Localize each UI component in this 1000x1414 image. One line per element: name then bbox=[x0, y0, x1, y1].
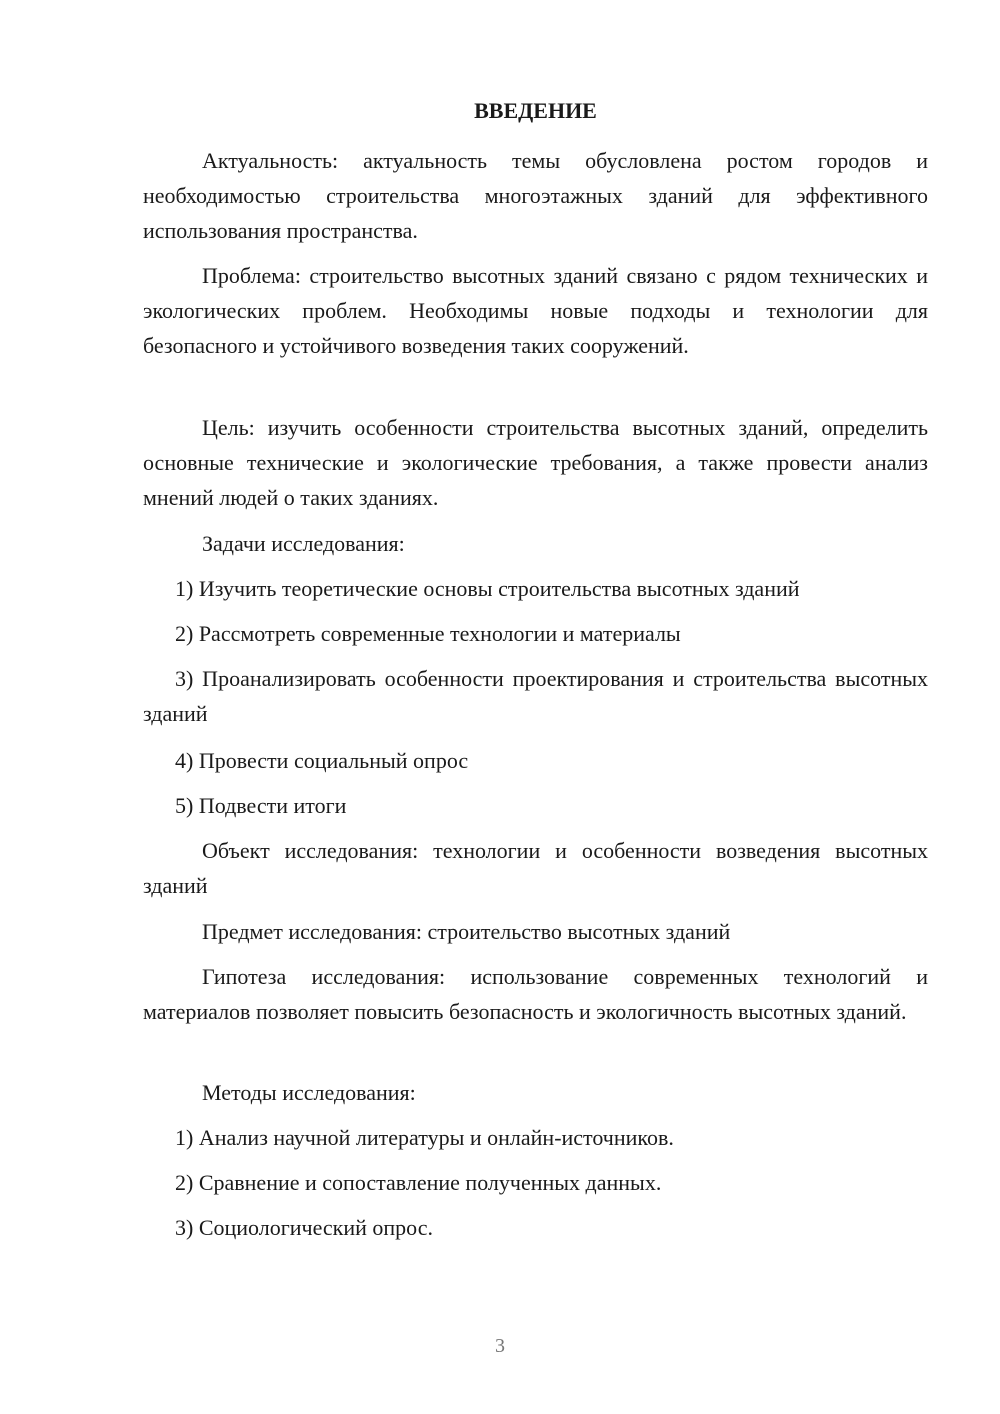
problem-paragraph: Проблема: строительство высотных зданий связано с рядом технических и экологических проблем. Необходимы новые подходы и технологии для безопасного и устойчивого возведения таких сооружений. bbox=[143, 263, 928, 358]
object-paragraph: Объект исследования: технологии и особенности возведения высотных зданий bbox=[143, 838, 928, 898]
task-item-2: 2) Рассмотреть современные технологии и материалы bbox=[175, 621, 681, 646]
task-item-1: 1) Изучить теоретические основы строительства высотных зданий bbox=[175, 576, 800, 601]
task-item-3: 3) Проанализировать особенности проектирования и строительства высотных зданий bbox=[143, 666, 928, 726]
page-number: 3 bbox=[495, 1335, 505, 1357]
methods-title: Методы исследования: bbox=[202, 1080, 416, 1105]
hypothesis-paragraph: Гипотеза исследования: использование современных технологий и материалов позволяет повысить безопасность и экологичность высотных зданий. bbox=[143, 964, 928, 1024]
goal-paragraph: Цель: изучить особенности строительства высотных зданий, определить основные технические и экологические требования, а также провести анализ мнений людей о таких зданиях. bbox=[143, 415, 928, 510]
method-item-1: 1) Анализ научной литературы и онлайн-источников. bbox=[175, 1125, 674, 1150]
page-heading: ВВЕДЕНИЕ bbox=[474, 98, 597, 123]
task-item-5: 5) Подвести итоги bbox=[175, 793, 347, 818]
method-item-2: 2) Сравнение и сопоставление полученных данных. bbox=[175, 1170, 662, 1195]
subject-paragraph: Предмет исследования: строительство высотных зданий bbox=[202, 919, 731, 944]
tasks-title: Задачи исследования: bbox=[202, 531, 405, 556]
method-item-3: 3) Социологический опрос. bbox=[175, 1215, 433, 1240]
relevance-paragraph: Актуальность: актуальность темы обусловлена ростом городов и необходимостью строительства многоэтажных зданий для эффективного использования пространства. bbox=[143, 148, 928, 243]
task-item-4: 4) Провести социальный опрос bbox=[175, 748, 469, 773]
